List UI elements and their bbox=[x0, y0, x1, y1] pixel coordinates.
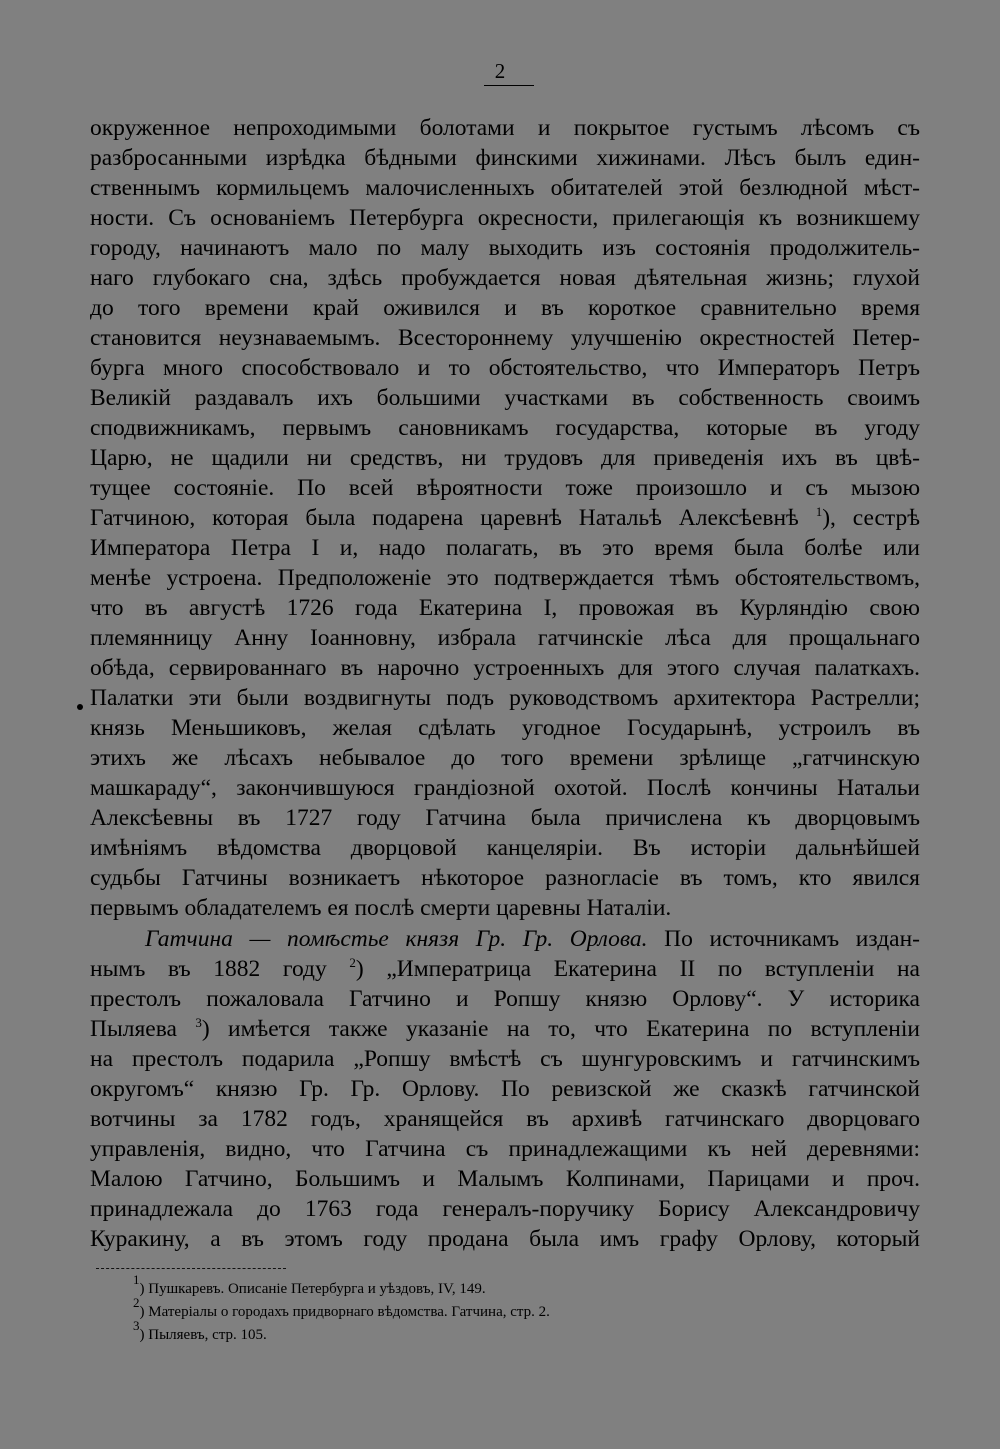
footnote-ref: 2 bbox=[349, 955, 356, 970]
text-line: до того времени край оживился и въ короткое сравнительно время bbox=[90, 295, 920, 321]
text-line: принадлежала до 1763 года генералъ-поручику Борису Александровичу bbox=[90, 1196, 920, 1222]
text-line bbox=[145, 924, 920, 954]
text-line: окруженное непроходимыми болотами и покрытое густымъ лѣсомъ съ bbox=[90, 115, 920, 141]
footnote-mark: 2 bbox=[133, 1295, 140, 1310]
text-line: Куракину, а въ этомъ году продана была имъ графу Орлову, который bbox=[90, 1226, 920, 1252]
text-line: этихъ же лѣсахъ небывалое до того времени зрѣлище „гатчинскую bbox=[90, 745, 920, 771]
text-line: наго глубокаго сна, здѣсь пробуждается новая дѣятельная жизнь; глухой bbox=[90, 265, 920, 291]
text-line: тущее состояніе. По всей вѣроятности тоже произошло и съ мызою bbox=[90, 475, 920, 501]
text-line: Великій раздавалъ ихъ большими участками въ собственность своимъ bbox=[90, 385, 920, 411]
text-line: на престолъ подарила „Ропшу вмѣстѣ съ шунгуровскимъ и гатчинскимъ bbox=[90, 1046, 920, 1072]
section-heading: Гатчина — помѣстье князя Гр. Гр. Орлова. bbox=[145, 926, 648, 952]
text-fragment: По источникамъ издан- bbox=[647, 926, 920, 952]
text-line: бурга много способствовало и то обстоятельство, что Императоръ Петръ bbox=[90, 355, 920, 381]
footnote-mark: 1 bbox=[133, 1272, 140, 1287]
footnote-item bbox=[133, 1295, 893, 1323]
text-line: Малою Гатчино, Большимъ и Малымъ Колпинами, Парицами и проч. bbox=[90, 1166, 920, 1192]
text-line: разбросанными изрѣдка бѣдными финскими хижинами. Лѣсъ былъ един- bbox=[90, 145, 920, 171]
text-line: менѣе устроена. Предположеніе это подтверждается тѣмъ обстоятельствомъ, bbox=[90, 565, 920, 591]
page-number: 2 bbox=[494, 59, 506, 83]
footnote-item bbox=[133, 1318, 893, 1346]
text-line: Царю, не щадили ни средствъ, ни трудовъ для приведенія ихъ въ цвѣ- bbox=[90, 445, 920, 471]
text-line: вотчины за 1782 годъ, хранящейся въ архивѣ гатчинскаго дворцоваго bbox=[90, 1106, 920, 1132]
text-line: округомъ“ князю Гр. Гр. Орлову. По ревизской же сказкѣ гатчинской bbox=[90, 1076, 920, 1102]
footnote-ref: 1 bbox=[815, 504, 823, 519]
text-line: Алексѣевны въ 1727 году Гатчина была причислена къ дворцовымъ bbox=[90, 805, 920, 831]
footnote-item bbox=[133, 1272, 893, 1300]
footnote-text: ) Матеріалы о городахъ придворнаго вѣдомства. Гатчина, стр. 2. bbox=[139, 1304, 550, 1320]
footnote-mark: 3 bbox=[133, 1318, 140, 1333]
text-fragment: нымъ въ 1882 году bbox=[90, 956, 350, 982]
text-line: ности. Съ основаніемъ Петербурга окресности, прилегающія къ возникшему bbox=[90, 205, 920, 231]
text-line: племянницу Анну Іоанновну, избрала гатчинскіе лѣса для прощальнаго bbox=[90, 625, 920, 651]
text-line: управленія, видно, что Гатчина съ принадлежащими къ ней деревнями: bbox=[90, 1136, 920, 1162]
footnote-text: ) Пушкаревъ. Описаніе Петербурга и уѣздовъ, IV, 149. bbox=[139, 1281, 486, 1297]
text-line: обѣда, сервированнаго въ нарочно устроенныхъ для этого случая палаткахъ. bbox=[90, 655, 920, 681]
text-line bbox=[90, 1014, 920, 1044]
text-line: становится неузнаваемымъ. Всестороннему улучшенію окрестностей Петер- bbox=[90, 325, 920, 351]
footnote-ref: 3 bbox=[195, 1015, 202, 1030]
text-fragment: ) имѣется также указаніе на то, что Екатерина по вступленіи bbox=[201, 1016, 920, 1042]
text-line: что въ августѣ 1726 года Екатерина I, провожая въ Курляндію свою bbox=[90, 595, 920, 621]
footnote-rule bbox=[96, 1268, 286, 1269]
text-line: машкараду“, закончившуюся грандіозной охотой. Послѣ кончины Натальи bbox=[90, 775, 920, 801]
text-line: городу, начинаютъ мало по малу выходить изъ состоянія продолжитель- bbox=[90, 235, 920, 261]
text-fragment: ) „Императрица Екатерина II по вступленіи на bbox=[355, 956, 920, 982]
text-line: имѣніямъ вѣдомства дворцовой канцеляріи. Въ исторіи дальнѣйшей bbox=[90, 835, 920, 861]
text-line: Императора Петра I и, надо полагать, въ это время была болѣе или bbox=[90, 535, 920, 561]
text-fragment: ), сестрѣ bbox=[822, 505, 920, 531]
text-line: ственнымъ кормильцемъ малочисленныхъ обитателей этой безлюдной мѣст- bbox=[90, 175, 920, 201]
text-line: сподвижникамъ, первымъ сановникамъ государства, которые въ угоду bbox=[90, 415, 920, 441]
text-fragment: Пыляева bbox=[90, 1016, 196, 1042]
text-line bbox=[90, 954, 920, 984]
footnote-text: ) Пыляевъ, стр. 105. bbox=[139, 1327, 267, 1343]
text-fragment: Гатчиною, которая была подарена царевнѣ Натальѣ Алексѣевнѣ bbox=[90, 505, 799, 531]
text-line bbox=[90, 503, 920, 533]
text-line: первымъ обладателемъ ея послѣ смерти царевны Наталіи. bbox=[90, 895, 672, 921]
margin-mark bbox=[77, 704, 83, 710]
text-line: Палатки эти были воздвигнуты подъ руководствомъ архитектора Растрелли; bbox=[90, 685, 920, 711]
page-number-rule bbox=[484, 85, 534, 86]
text-line: князь Меньшиковъ, желая сдѣлать угодное Государынѣ, устроилъ въ bbox=[90, 715, 920, 741]
text-line: судьбы Гатчины возникаетъ нѣкоторое разногласіе въ томъ, кто явился bbox=[90, 865, 920, 891]
text-line: престолъ пожаловала Гатчино и Ропшу князю Орлову“. У историка bbox=[90, 986, 920, 1012]
